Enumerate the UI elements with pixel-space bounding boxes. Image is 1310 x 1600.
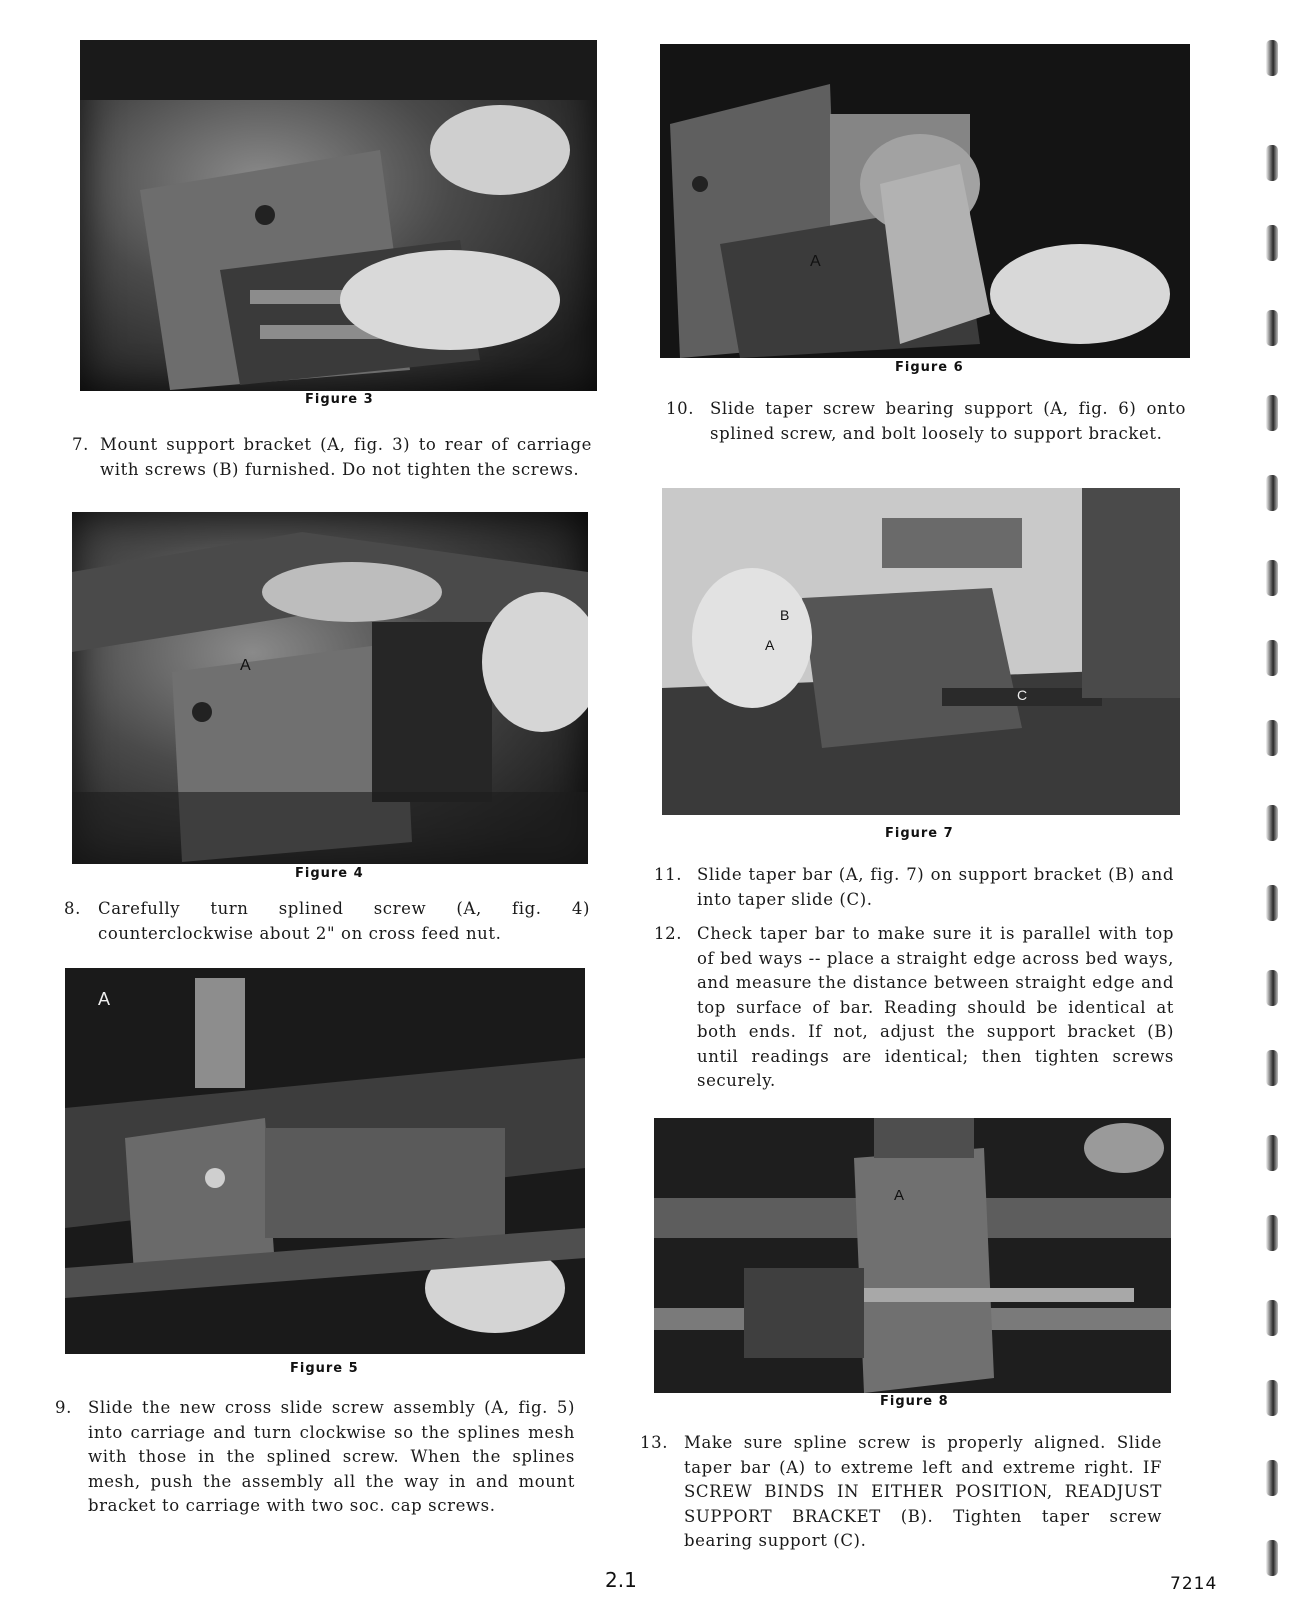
step-text: Make sure spline screw is properly aligned. Slide taper bar (A) to extreme left and extreme right. IF SCREW BINDS IN EITHER POSITION, READJUST SUPPORT BRACKET (B). Tighten taper screw bearing support (C). [684, 1433, 1162, 1550]
step-number: 7. [72, 435, 89, 454]
binding-holes [1262, 30, 1284, 1590]
document-number: 7214 [1170, 1574, 1218, 1594]
step-number: 10. [666, 399, 695, 418]
step-text: Slide the new cross slide screw assembly (A, fig. 5) into carriage and turn clockwise so the splines mesh with those in the splined screw. When the splines mesh, push the assembly all the way in and mount bracket to carriage with two soc. cap screws. [88, 1398, 575, 1515]
binding-hole [1266, 1380, 1278, 1416]
figure-7-caption: Figure 7 [885, 826, 954, 841]
figure-4-caption: Figure 4 [295, 866, 364, 881]
binding-hole [1266, 970, 1278, 1006]
step-text: Slide taper bar (A, fig. 7) on support bracket (B) and into taper slide (C). [697, 865, 1174, 909]
figure-8-caption: Figure 8 [880, 1394, 949, 1409]
figure-5-caption: Figure 5 [290, 1361, 359, 1376]
step-number: 13. [640, 1433, 669, 1452]
step-number: 9. [55, 1398, 72, 1417]
binding-hole [1266, 640, 1278, 676]
figure-8-callout-a: A [894, 1187, 905, 1204]
step-text: Carefully turn splined screw (A, fig. 4) counterclockwise about 2" on cross feed nut. [98, 899, 590, 943]
figure-4-callout-a: A [240, 657, 251, 674]
figure-3-photo [80, 40, 597, 391]
binding-hole [1266, 805, 1278, 841]
figure-7-callout-c: C [1017, 687, 1028, 703]
binding-hole [1266, 1135, 1278, 1171]
binding-hole [1266, 145, 1278, 181]
binding-hole [1266, 1460, 1278, 1496]
step-number: 12. [654, 924, 683, 943]
figure-7-photo [662, 488, 1180, 815]
binding-hole [1266, 885, 1278, 921]
step-text: Slide taper screw bearing support (A, fig. 6) onto splined screw, and bolt loosely to support bracket. [710, 399, 1186, 443]
binding-hole [1266, 395, 1278, 431]
binding-hole [1266, 1215, 1278, 1251]
figure-5-callout-a: A [98, 989, 111, 1009]
figure-6-callout-a: A [810, 253, 821, 270]
figure-6-caption: Figure 6 [895, 360, 964, 375]
step-number: 11. [654, 865, 683, 884]
figure-5-photo [65, 968, 585, 1354]
binding-hole [1266, 40, 1278, 76]
step-text: Check taper bar to make sure it is parallel with top of bed ways -- place a straight edge across bed ways, and measure the distance between straight edge and top surface of bar. Reading should be identical at both ends. If not, adjust the support bracket (B) until readings are identical; then tighten screws securely. [697, 924, 1174, 1090]
binding-hole [1266, 310, 1278, 346]
step-number: 8. [64, 899, 81, 918]
binding-hole [1266, 225, 1278, 261]
binding-hole [1266, 720, 1278, 756]
figure-3-caption: Figure 3 [305, 392, 374, 407]
binding-hole [1266, 1050, 1278, 1086]
page-number: 2.1 [605, 1568, 637, 1592]
figure-8-photo [654, 1118, 1171, 1393]
figure-6-photo [660, 44, 1190, 358]
figure-4-photo [72, 512, 588, 864]
step-text: Mount support bracket (A, fig. 3) to rear of carriage with screws (B) furnished. Do not tighten the screws. [100, 435, 592, 479]
figure-7-callout-b: B [780, 607, 790, 623]
binding-hole [1266, 1300, 1278, 1336]
binding-hole [1266, 475, 1278, 511]
binding-hole [1266, 560, 1278, 596]
figure-7-callout-a: A [765, 637, 775, 653]
binding-hole [1266, 1540, 1278, 1576]
